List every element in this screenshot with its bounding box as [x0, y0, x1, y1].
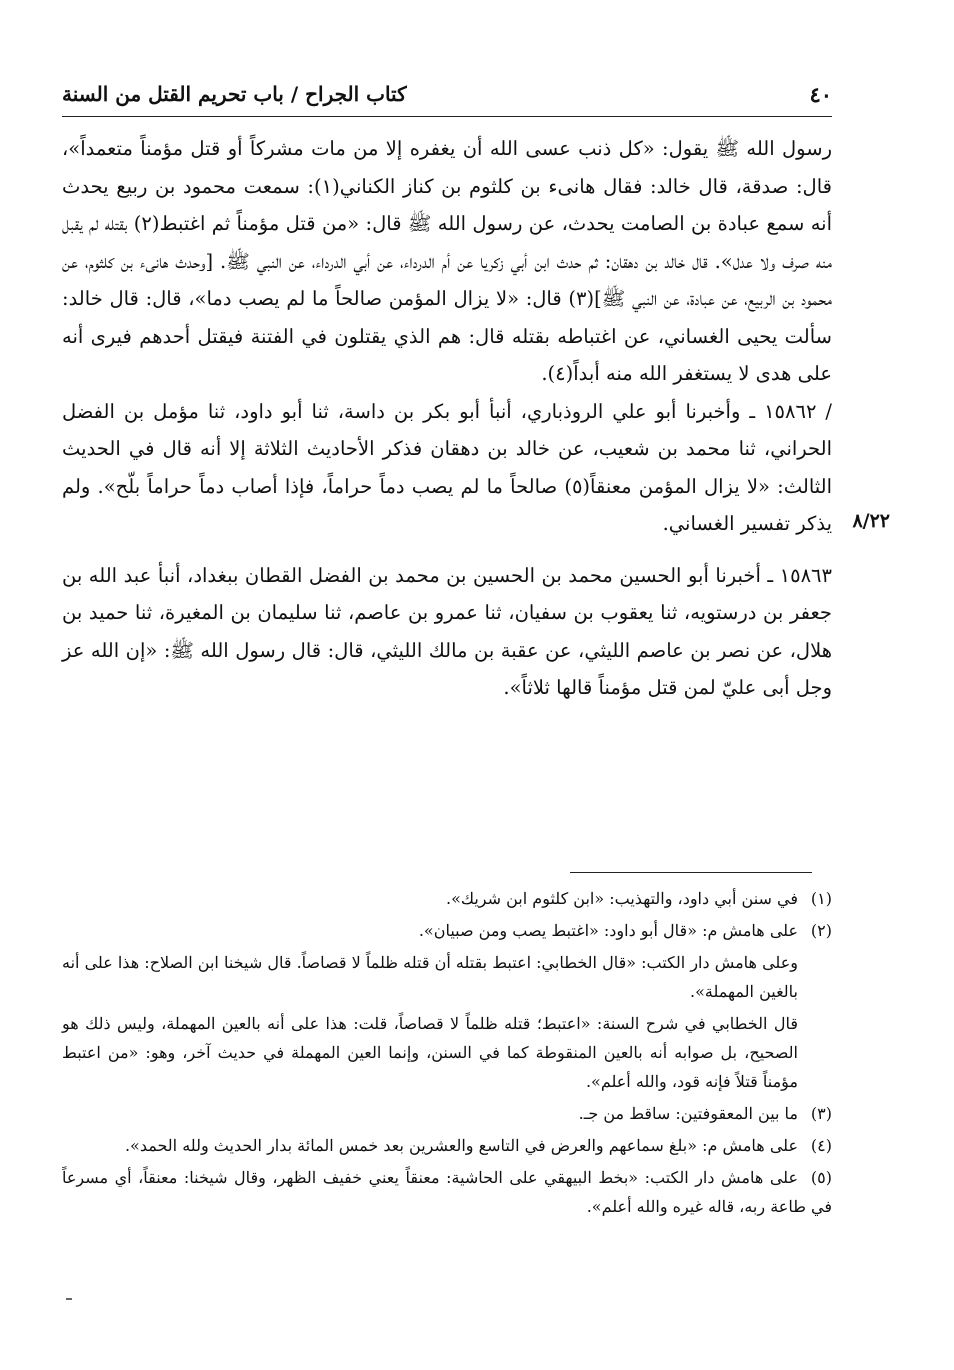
footnote-number: (٣)	[810, 1104, 832, 1123]
footnote-text: ما بين المعقوفتين: ساقط من جـ.	[578, 1104, 798, 1123]
footnote-number: (٢)	[810, 921, 832, 940]
footnote-separator	[570, 872, 812, 873]
footnote-number: (١)	[810, 889, 832, 908]
paragraph-hadith-15863: ١٥٨٦٣ ـ أخبرنا أبو الحسين محمد بن الحسين بن محمد بن الفضل القطان ببغداد، أنبأ عبد الله بن جعفر بن درستويه، ثنا يعقوب بن سفيان، ثنا عمرو بن عاصم، ثنا سليمان بن المغيرة، ثنا حميد بن هلال، عن نصر بن عاصم الليثي، عن عقبة بن مالك الليثي، قال: قال رسول الله ﷺ: «إن الله عز وجل أبى عليّ لمن قتل مؤمناً قالها ثلاثاً».	[62, 563, 832, 699]
footnote-4	[62, 1131, 832, 1160]
scan-mark	[66, 1298, 72, 1300]
margin-volume-page-reference: ٨/٢٢	[852, 510, 890, 532]
footnote-2-continuation: وعلى هامش دار الكتب: «قال الخطابي: اعتبط بقتله أن قتله ظلماً لا قصاصاً. قال شيخنا ابن الصلاح: هذا على أنه بالغين المهملة».	[62, 953, 798, 1001]
page-number: ٤٠	[809, 82, 832, 107]
footnote-text: على هامش دار الكتب: «بخط البيهقي على الحاشية: معنقاً يعني خفيف الظهر، وقال شيخنا: معنقاً، أي مسرعاً في طاعة ربه، قاله غيره والله أعلم».	[62, 1168, 832, 1216]
footnote-text: على هامش م: «بلغ سماعهم والعرض في التاسع والعشرين بعد خمس المائة بدار الحديث ولله الحمد».	[124, 1136, 798, 1155]
footnote-number: (٤)	[810, 1136, 832, 1155]
footnotes	[62, 884, 832, 1224]
running-title: كتاب الجراح / باب تحريم القتل من السنة	[62, 82, 415, 106]
footnote-5	[62, 1163, 832, 1221]
paragraph-hadith-15862: / ١٥٨٦٢ ـ وأخبرنا أبو علي الروذباري، أنبأ أبو بكر بن داسة، ثنا أبو داود، ثنا مؤمل بن الفضل الحراني، ثنا محمد بن شعيب، عن خالد بن دهقان فذكر الأحاديث الثلاثة إلا أنه قال في الحديث الثالث: «لا يزال المؤمن معنقاً(٥) صالحاً ما لم يصب دماً حراماً، فإذا أصاب دماً حراماً بلّح». ولم يذكر تفسير الغساني.	[62, 399, 833, 535]
footnote-1	[62, 884, 832, 913]
footnote-text: في سنن أبي داود، والتهذيب: «ابن كلثوم ابن شريك».	[445, 889, 798, 908]
footnote-2-continuation: قال الخطابي في شرح السنة: «اعتبط؛ قتله ظلماً لا قصاصاً، قلت: هذا على أنه بالعين المهملة، وليس ذلك هو الصحيح، بل صوابه أنه بالعين المنقوطة كما في السنن، وإنما العين المهملة في حديث آخر، وهو: «من اعتبط مؤمناً قتلاً فإنه قود، والله أعلم».	[62, 1014, 798, 1091]
footnote-3	[62, 1099, 832, 1128]
main-text	[62, 130, 832, 707]
footnote-number: (٥)	[810, 1168, 832, 1187]
paragraph-hadith-continuation: رسول الله ﷺ يقول: «كل ذنب عسى الله أن يغفره إلا من مات مشركاً أو قتل مؤمناً متعمداً»، قال: صدقة، قال خالد: فقال هانىء بن كلثوم بن كناز الكناني(١): سمعت محمود بن ربيع يحدث أنه سمع عبادة بن الصامت يحدث، عن رسول الله ﷺ قال: «من قتل مؤمناً ثم اغتبط(٢) بقتله لم يقبل منه صرف ولا عدل». قال خالد بن دهقان: ثم حدث ابن أبي زكريا عن أم الدرداء، عن أبي الدرداء، عن النبي ﷺ. [وحدث هانىء بن كلثوم، عن محمود بن الربيع، عن عبادة، عن النبي ﷺ](٣) قال: «لا يزال المؤمن صالحاً ما لم يصب دما»، قال: قال خالد: سألت يحيى الغساني، عن اغتباطه بقتله قال: هم الذي يقتلون في الفتنة فيقتل أحدهم فيرى أنه على هدى لا يستغفر الله منه أبداً(٤).	[62, 137, 833, 385]
footnote-text: على هامش م: «قال أبو داود: «اغتبط يصب ومن صبيان».	[418, 921, 798, 940]
footnote-2	[62, 916, 832, 945]
page-header	[62, 76, 832, 117]
